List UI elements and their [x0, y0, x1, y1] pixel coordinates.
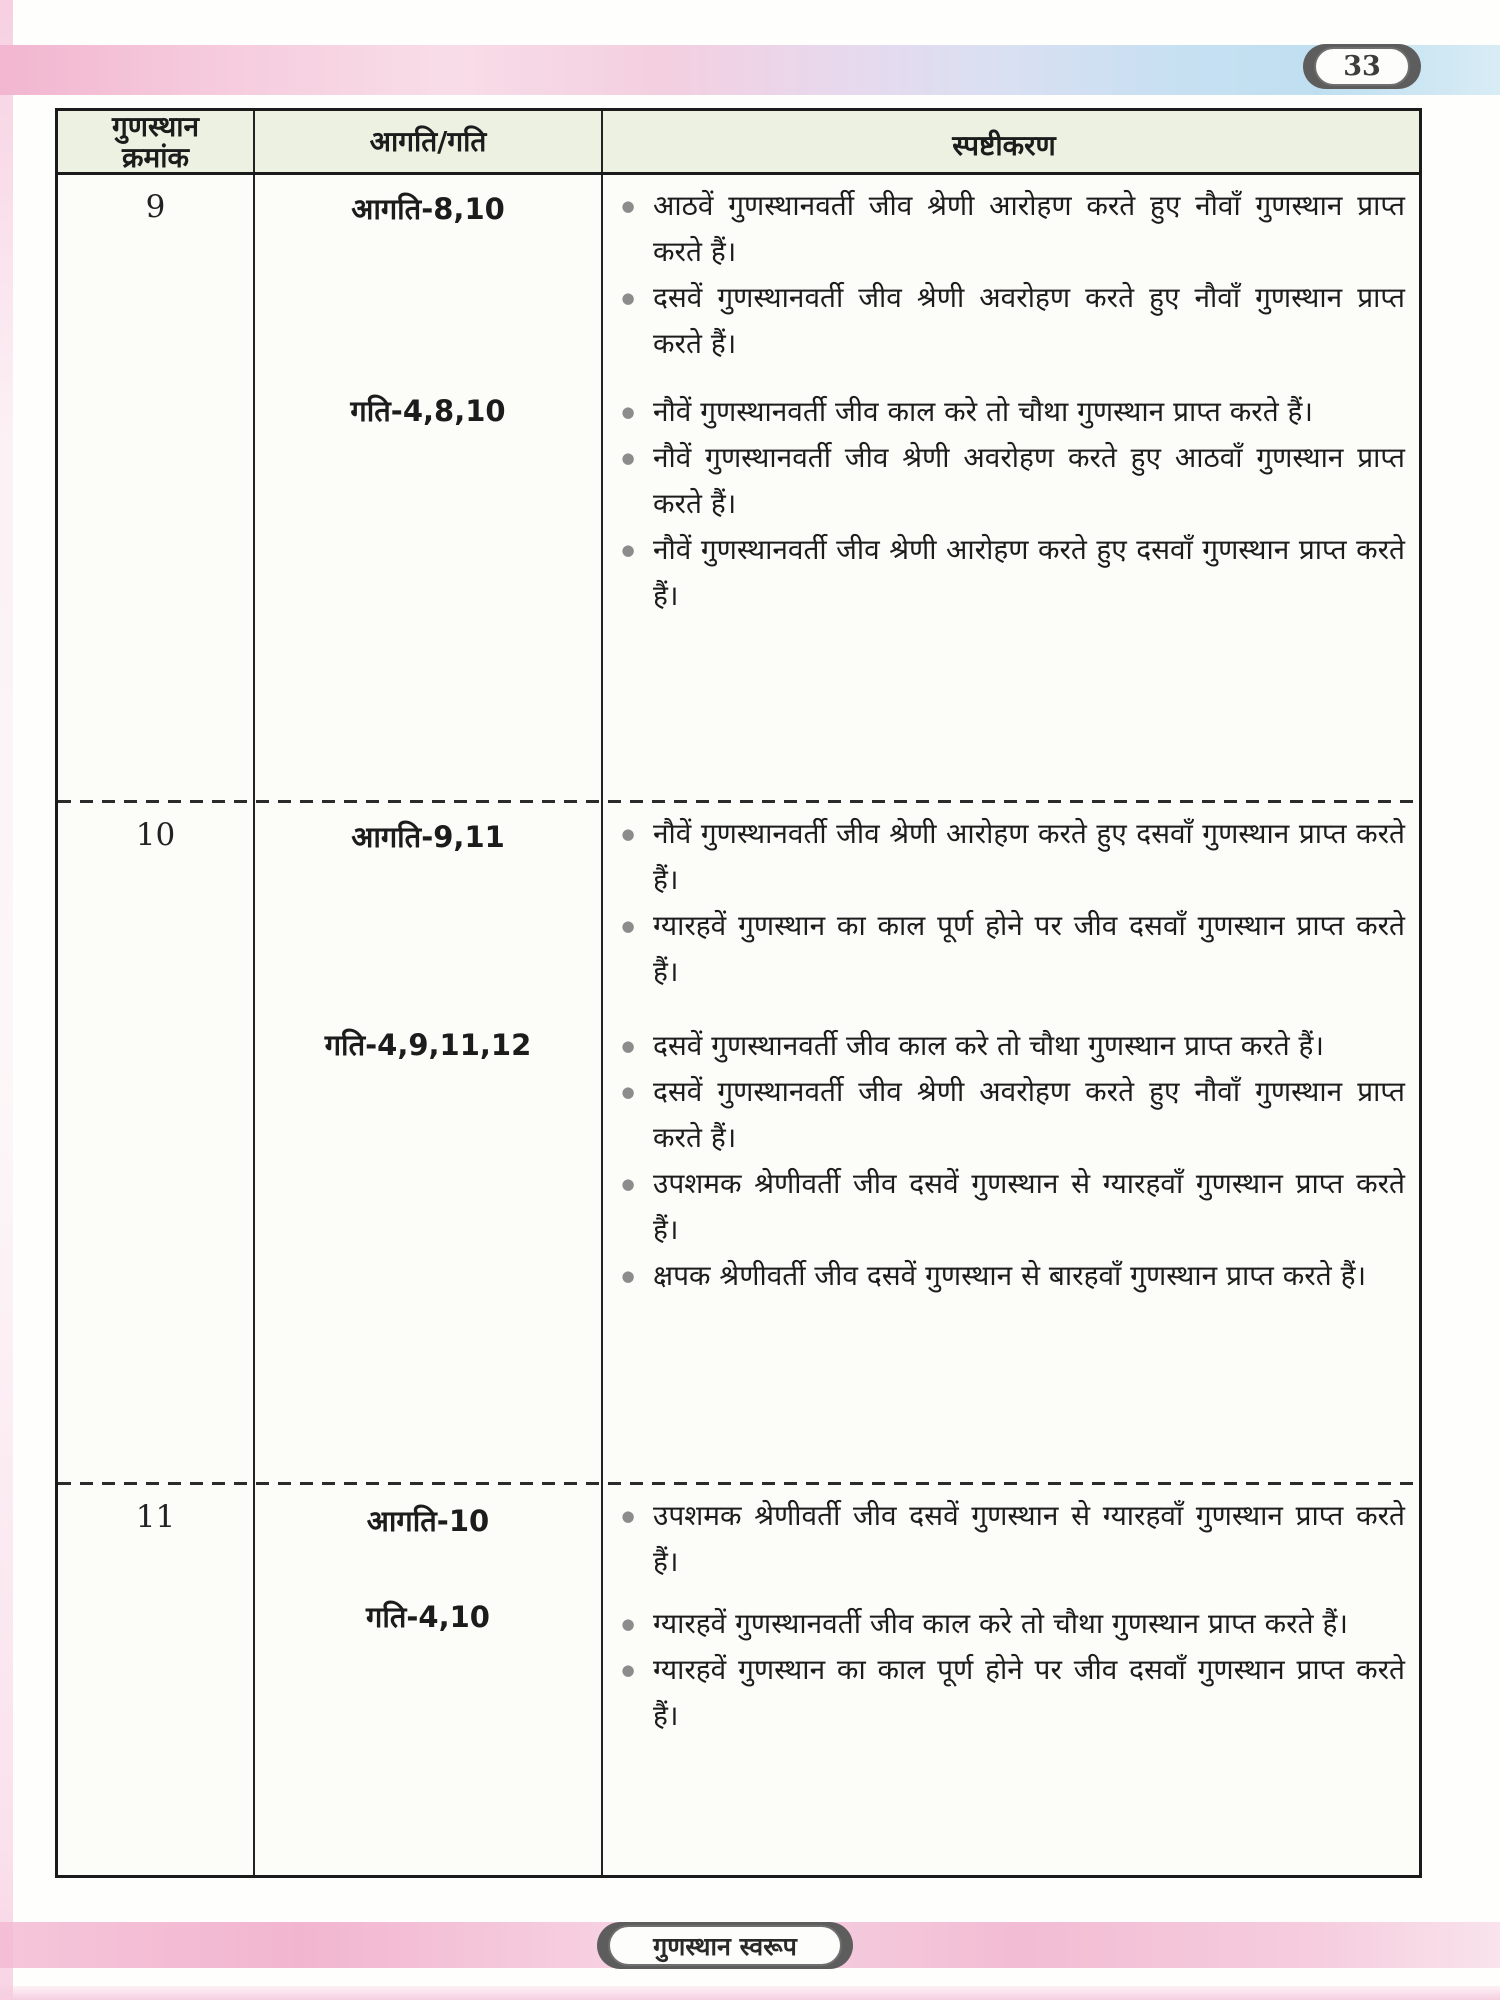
row11-gati-label: गति-4,10	[366, 1600, 490, 1634]
row9-aagati-gati-cell	[255, 175, 603, 803]
bullet-text: क्षपक श्रेणीवर्ती जीव दसवें गुणस्थान से बारहवाँ गुणस्थान प्राप्त करते हैं।	[653, 1259, 1367, 1292]
row10-aagati-label: आगति-9,11	[351, 820, 505, 854]
row9-explanation-cell	[603, 175, 1419, 803]
bullet-icon: ●	[621, 403, 635, 421]
header-cell-kramank	[58, 111, 255, 172]
bullet-text: उपशमक श्रेणीवर्ती जीव दसवें गुणस्थान से ग्यारहवाँ गुणस्थान प्राप्त करते हैं।	[653, 1499, 1405, 1578]
list-item	[603, 1161, 1405, 1253]
bullet-icon: ●	[621, 449, 635, 467]
row10-number: 10	[135, 817, 176, 853]
bullet-text: दसवें गुणस्थानवर्ती जीव काल करे तो चौथा गुणस्थान प्राप्त करते हैं।	[653, 1029, 1325, 1062]
bullet-text: नौवें गुणस्थानवर्ती जीव श्रेणी आरोहण करते हुए दसवाँ गुणस्थान प्राप्त करते हैं।	[653, 817, 1405, 896]
bottom-edge-strip	[0, 1986, 1500, 2000]
list-item	[603, 389, 1405, 435]
top-watercolor-band	[0, 45, 1500, 95]
list-item	[603, 183, 1405, 275]
list-item	[603, 811, 1405, 903]
list-item	[603, 1601, 1405, 1647]
bullet-icon: ●	[621, 1267, 635, 1285]
bullet-icon: ●	[621, 1507, 635, 1525]
list-item	[603, 1253, 1405, 1299]
bullet-text: ग्यारहवें गुणस्थान का काल पूर्ण होने पर जीव दसवाँ गुणस्थान प्राप्त करते हैं।	[653, 1653, 1405, 1732]
table-row	[58, 803, 1419, 1485]
bullet-icon: ●	[621, 197, 635, 215]
footer-title-badge	[597, 1922, 853, 1969]
row11-number: 11	[135, 1499, 176, 1535]
table-row	[58, 1485, 1419, 1875]
page-number-badge	[1303, 44, 1421, 89]
page-number: 33	[1314, 47, 1410, 86]
bullet-icon: ●	[621, 541, 635, 559]
bullet-text: आठवें गुणस्थानवर्ती जीव श्रेणी आरोहण करते हुए नौवाँ गुणस्थान प्राप्त करते हैं।	[653, 189, 1405, 268]
row10-explanation-cell	[603, 803, 1419, 1485]
bullet-icon: ●	[621, 1661, 635, 1679]
list-item	[603, 527, 1405, 619]
bullet-icon: ●	[621, 917, 635, 935]
row9-aagati-label: आगति-8,10	[351, 192, 505, 226]
header-label-aagati-gati: आगति/गति	[369, 125, 487, 158]
row10-aagati-gati-cell	[255, 803, 603, 1485]
bullet-text: नौवें गुणस्थानवर्ती जीव काल करे तो चौथा गुणस्थान प्राप्त करते हैं।	[653, 395, 1314, 428]
row-divider-dashed	[58, 1482, 1419, 1485]
row10-gati-label: गति-4,9,11,12	[324, 1028, 532, 1062]
bullet-icon: ●	[621, 1037, 635, 1055]
bullet-text: उपशमक श्रेणीवर्ती जीव दसवें गुणस्थान से ग्यारहवाँ गुणस्थान प्राप्त करते हैं।	[653, 1167, 1405, 1246]
header-cell-aagati-gati	[255, 111, 603, 172]
bullet-text: दसवें गुणस्थानवर्ती जीव श्रेणी अवरोहण करते हुए नौवाँ गुणस्थान प्राप्त करते हैं।	[653, 1075, 1405, 1154]
row9-number-cell	[58, 175, 255, 803]
list-item	[603, 1647, 1405, 1739]
table-header-row	[58, 111, 1419, 175]
bullet-icon: ●	[621, 825, 635, 843]
row11-explanation-cell	[603, 1485, 1419, 1875]
table-row	[58, 175, 1419, 803]
bullet-icon: ●	[621, 289, 635, 307]
bullet-icon: ●	[621, 1615, 635, 1633]
row11-number-cell	[58, 1485, 255, 1875]
bullet-text: नौवें गुणस्थानवर्ती जीव श्रेणी अवरोहण करते हुए आठवाँ गुणस्थान प्राप्त करते हैं।	[653, 441, 1405, 520]
row11-aagati-label: आगति-10	[366, 1504, 490, 1538]
row9-number: 9	[145, 189, 166, 225]
bullet-icon: ●	[621, 1175, 635, 1193]
bullet-text: नौवें गुणस्थानवर्ती जीव श्रेणी आरोहण करते हुए दसवाँ गुणस्थान प्राप्त करते हैं।	[653, 533, 1405, 612]
bullet-icon: ●	[621, 1083, 635, 1101]
list-item	[603, 1069, 1405, 1161]
left-edge-wash	[0, 0, 13, 2000]
row-divider-dashed	[58, 800, 1419, 803]
bullet-text: दसवें गुणस्थानवर्ती जीव श्रेणी अवरोहण करते हुए नौवाँ गुणस्थान प्राप्त करते हैं।	[653, 281, 1405, 360]
header-label-kramank: गुणस्थान क्रमांक	[111, 109, 200, 174]
list-item	[603, 275, 1405, 367]
header-label-spashtikaran: स्पष्टीकरण	[952, 129, 1056, 162]
list-item	[603, 903, 1405, 995]
row11-aagati-gati-cell	[255, 1485, 603, 1875]
list-item	[603, 1493, 1405, 1585]
list-item	[603, 435, 1405, 527]
header-cell-spashtikaran	[603, 111, 1419, 172]
bullet-text: ग्यारहवें गुणस्थानवर्ती जीव काल करे तो चौथा गुणस्थान प्राप्त करते हैं।	[653, 1607, 1348, 1640]
row9-gati-label: गति-4,8,10	[350, 394, 506, 428]
bullet-text: ग्यारहवें गुणस्थान का काल पूर्ण होने पर जीव दसवाँ गुणस्थान प्राप्त करते हैं।	[653, 909, 1405, 988]
footer-title: गुणस्थान स्वरूप	[608, 1925, 842, 1966]
gunasthan-table	[55, 108, 1422, 1878]
row10-number-cell	[58, 803, 255, 1485]
list-item	[603, 1023, 1405, 1069]
